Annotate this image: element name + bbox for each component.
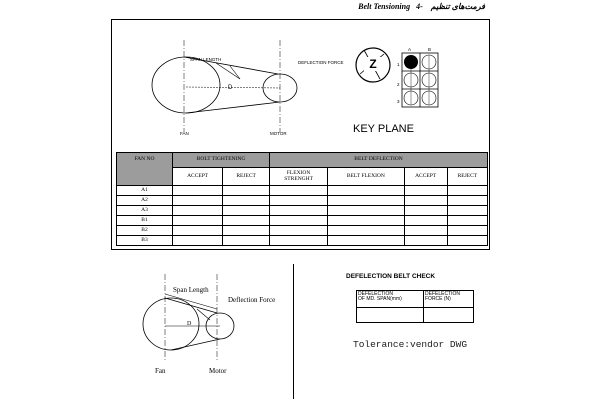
table-row	[117, 196, 488, 206]
sub-accept: ACCEPT	[173, 168, 223, 186]
sub-belt-flexion: BELT FLEXION	[328, 168, 404, 186]
cell[interactable]	[404, 216, 447, 226]
cell[interactable]	[173, 216, 223, 226]
page-header	[358, 2, 485, 11]
key-row-2: 2	[397, 82, 400, 87]
bottom-deflection-force-label: Deflection Force	[228, 296, 276, 304]
header-english-title: Belt Tensioning	[358, 2, 411, 11]
section-divider	[293, 264, 294, 399]
row-label: B2	[117, 226, 173, 236]
bottom-d-label: D	[187, 321, 192, 327]
group-bolt-tightening: BOLT TIGHTENING	[173, 153, 270, 168]
sub-flexion-strength: FLEXION STRENGHT	[270, 168, 328, 186]
cell[interactable]	[270, 206, 328, 216]
cell[interactable]	[404, 226, 447, 236]
cell[interactable]	[328, 226, 404, 236]
key-plane-grid	[401, 52, 439, 108]
top-deflection-force-label: DEFLECTION FORCE	[298, 60, 344, 65]
cell[interactable]	[223, 226, 270, 236]
cell[interactable]	[270, 226, 328, 236]
cell[interactable]	[270, 236, 328, 246]
header-number: -4	[416, 2, 423, 11]
row-label: B1	[117, 216, 173, 226]
cell[interactable]	[447, 186, 487, 196]
cell[interactable]	[173, 206, 223, 216]
cell[interactable]	[328, 186, 404, 196]
key-row-1: 1	[397, 62, 400, 67]
force-value-cell[interactable]	[424, 308, 474, 323]
belt-bottom-line	[186, 102, 280, 113]
cell[interactable]	[447, 226, 487, 236]
col-fan-no: FAN NO	[117, 153, 173, 186]
top-motor-label: MOTOR	[270, 131, 287, 136]
table-row	[117, 216, 488, 226]
cell[interactable]	[404, 186, 447, 196]
top-span-length-label: SPAN LENGTH	[190, 57, 222, 62]
deflection-line	[216, 63, 240, 79]
table-row	[117, 186, 488, 196]
cell[interactable]	[328, 206, 404, 216]
cell[interactable]	[404, 236, 447, 246]
top-d-label: D	[228, 85, 233, 91]
cell[interactable]	[328, 196, 404, 206]
deflection-check-table	[356, 290, 474, 323]
cell[interactable]	[173, 196, 223, 206]
cell[interactable]	[404, 206, 447, 216]
bottom-fan-label: Fan	[155, 367, 166, 375]
bottom-motor-label: Motor	[209, 367, 227, 375]
table-row	[117, 236, 488, 246]
cell[interactable]	[447, 236, 487, 246]
cell[interactable]	[270, 196, 328, 206]
cell[interactable]	[223, 206, 270, 216]
header-persian-title: فرمت‌های تنظیم	[430, 2, 485, 11]
key-col-b: B	[428, 47, 432, 52]
top-fan-label: FAN	[180, 131, 189, 136]
col-deflection-force: DEFELECTION FORCE (N)	[424, 291, 474, 308]
key-plane-title: KEY PLANE	[353, 123, 414, 135]
belt-top-line	[165, 298, 217, 313]
row-label: A3	[117, 206, 173, 216]
cell[interactable]	[223, 236, 270, 246]
deflection-check-title: DEFELECTION BELT CHECK	[346, 273, 436, 280]
cell[interactable]	[447, 216, 487, 226]
sub-reject-2: REJECT	[447, 168, 487, 186]
cell[interactable]	[223, 186, 270, 196]
deflection-line-2	[230, 66, 240, 79]
table-row	[117, 226, 488, 236]
cell[interactable]	[328, 216, 404, 226]
belt-bottom-line	[171, 339, 220, 350]
cell[interactable]	[270, 186, 328, 196]
cell[interactable]	[173, 186, 223, 196]
col-deflection-mid-span: DEFELECTION OF MD. SPAN(mm)	[357, 291, 424, 308]
bottom-span-length-label: Span Length	[173, 286, 209, 294]
cell[interactable]	[447, 196, 487, 206]
row-label: A1	[117, 186, 173, 196]
cell[interactable]	[223, 216, 270, 226]
z-label: Z	[364, 57, 382, 71]
cell[interactable]	[404, 196, 447, 206]
center-line	[186, 87, 280, 88]
deflection-value-cell[interactable]	[357, 308, 424, 323]
cell[interactable]	[173, 226, 223, 236]
belt-tension-table	[116, 152, 488, 246]
row-label: B3	[117, 236, 173, 246]
key-row-3: 3	[397, 99, 400, 104]
key-col-a: A	[408, 47, 412, 52]
cell[interactable]	[270, 216, 328, 226]
sub-reject: REJECT	[223, 168, 270, 186]
tolerance-note: Tolerance:vendor DWG	[353, 339, 468, 350]
sub-accept-2: ACCEPT	[404, 168, 447, 186]
span-length-line	[165, 294, 217, 309]
cell[interactable]	[223, 196, 270, 206]
cell[interactable]	[447, 206, 487, 216]
fan-pulley	[152, 57, 220, 113]
cell[interactable]	[328, 236, 404, 246]
group-belt-deflection: BELT DEFLECTION	[270, 153, 488, 168]
table-row	[117, 206, 488, 216]
cell[interactable]	[173, 236, 223, 246]
row-label: A2	[117, 196, 173, 206]
